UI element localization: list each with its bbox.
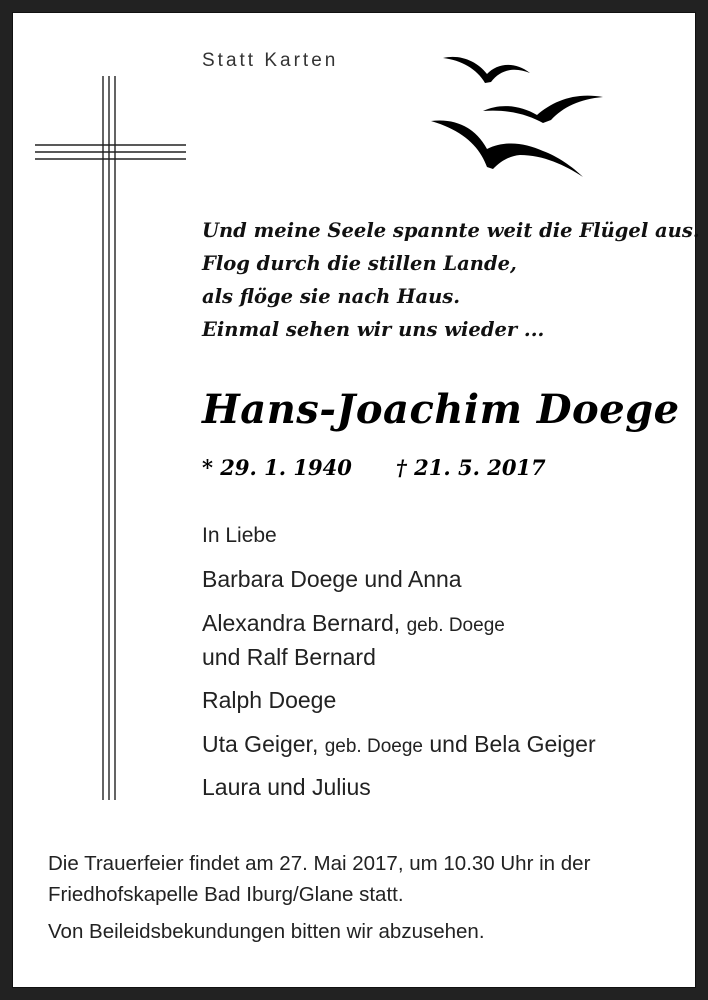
service-info (48, 848, 590, 947)
mourner-line (202, 731, 596, 758)
mourner-name: Alexandra Bernard, (202, 610, 401, 636)
verse-line: Einmal sehen wir uns wieder ... (202, 318, 545, 341)
mourner-line (202, 610, 505, 637)
condolence-note: Von Beileidsbekundungen bitten wir abzusehen. (48, 920, 485, 943)
mourners-intro: In Liebe (202, 524, 277, 547)
life-dates (202, 455, 546, 480)
verse-line: Und meine Seele spannte weit die Flügel aus. (202, 219, 700, 242)
mourner-name: und Bela Geiger (429, 731, 596, 757)
mourner-line: Laura und Julius (202, 774, 371, 800)
statt-karten-label: Statt Karten (202, 50, 339, 71)
maiden-name: geb. Doege (406, 615, 505, 636)
verse-block (202, 214, 700, 346)
verse-line: Flog durch die stillen Lande, (202, 252, 517, 275)
death-date: † 21. 5. 2017 (395, 455, 546, 480)
mourner-line: Barbara Doege und Anna (202, 566, 462, 592)
verse-line: als flöge sie nach Haus. (202, 285, 461, 308)
service-line: Die Trauerfeier findet am 27. Mai 2017, um 10.30 Uhr in der (48, 852, 591, 875)
mourner-line: Ralph Doege (202, 687, 337, 713)
deceased-name: Hans-Joachim Doege (202, 386, 680, 433)
service-line: Friedhofskapelle Bad Iburg/Glane statt. (48, 883, 404, 906)
maiden-name: geb. Doege (324, 736, 423, 757)
birth-date: * 29. 1. 1940 (202, 455, 352, 480)
mourner-name: Uta Geiger, (202, 731, 319, 757)
mourner-line: und Ralf Bernard (202, 644, 376, 670)
birds-icon (425, 45, 610, 185)
